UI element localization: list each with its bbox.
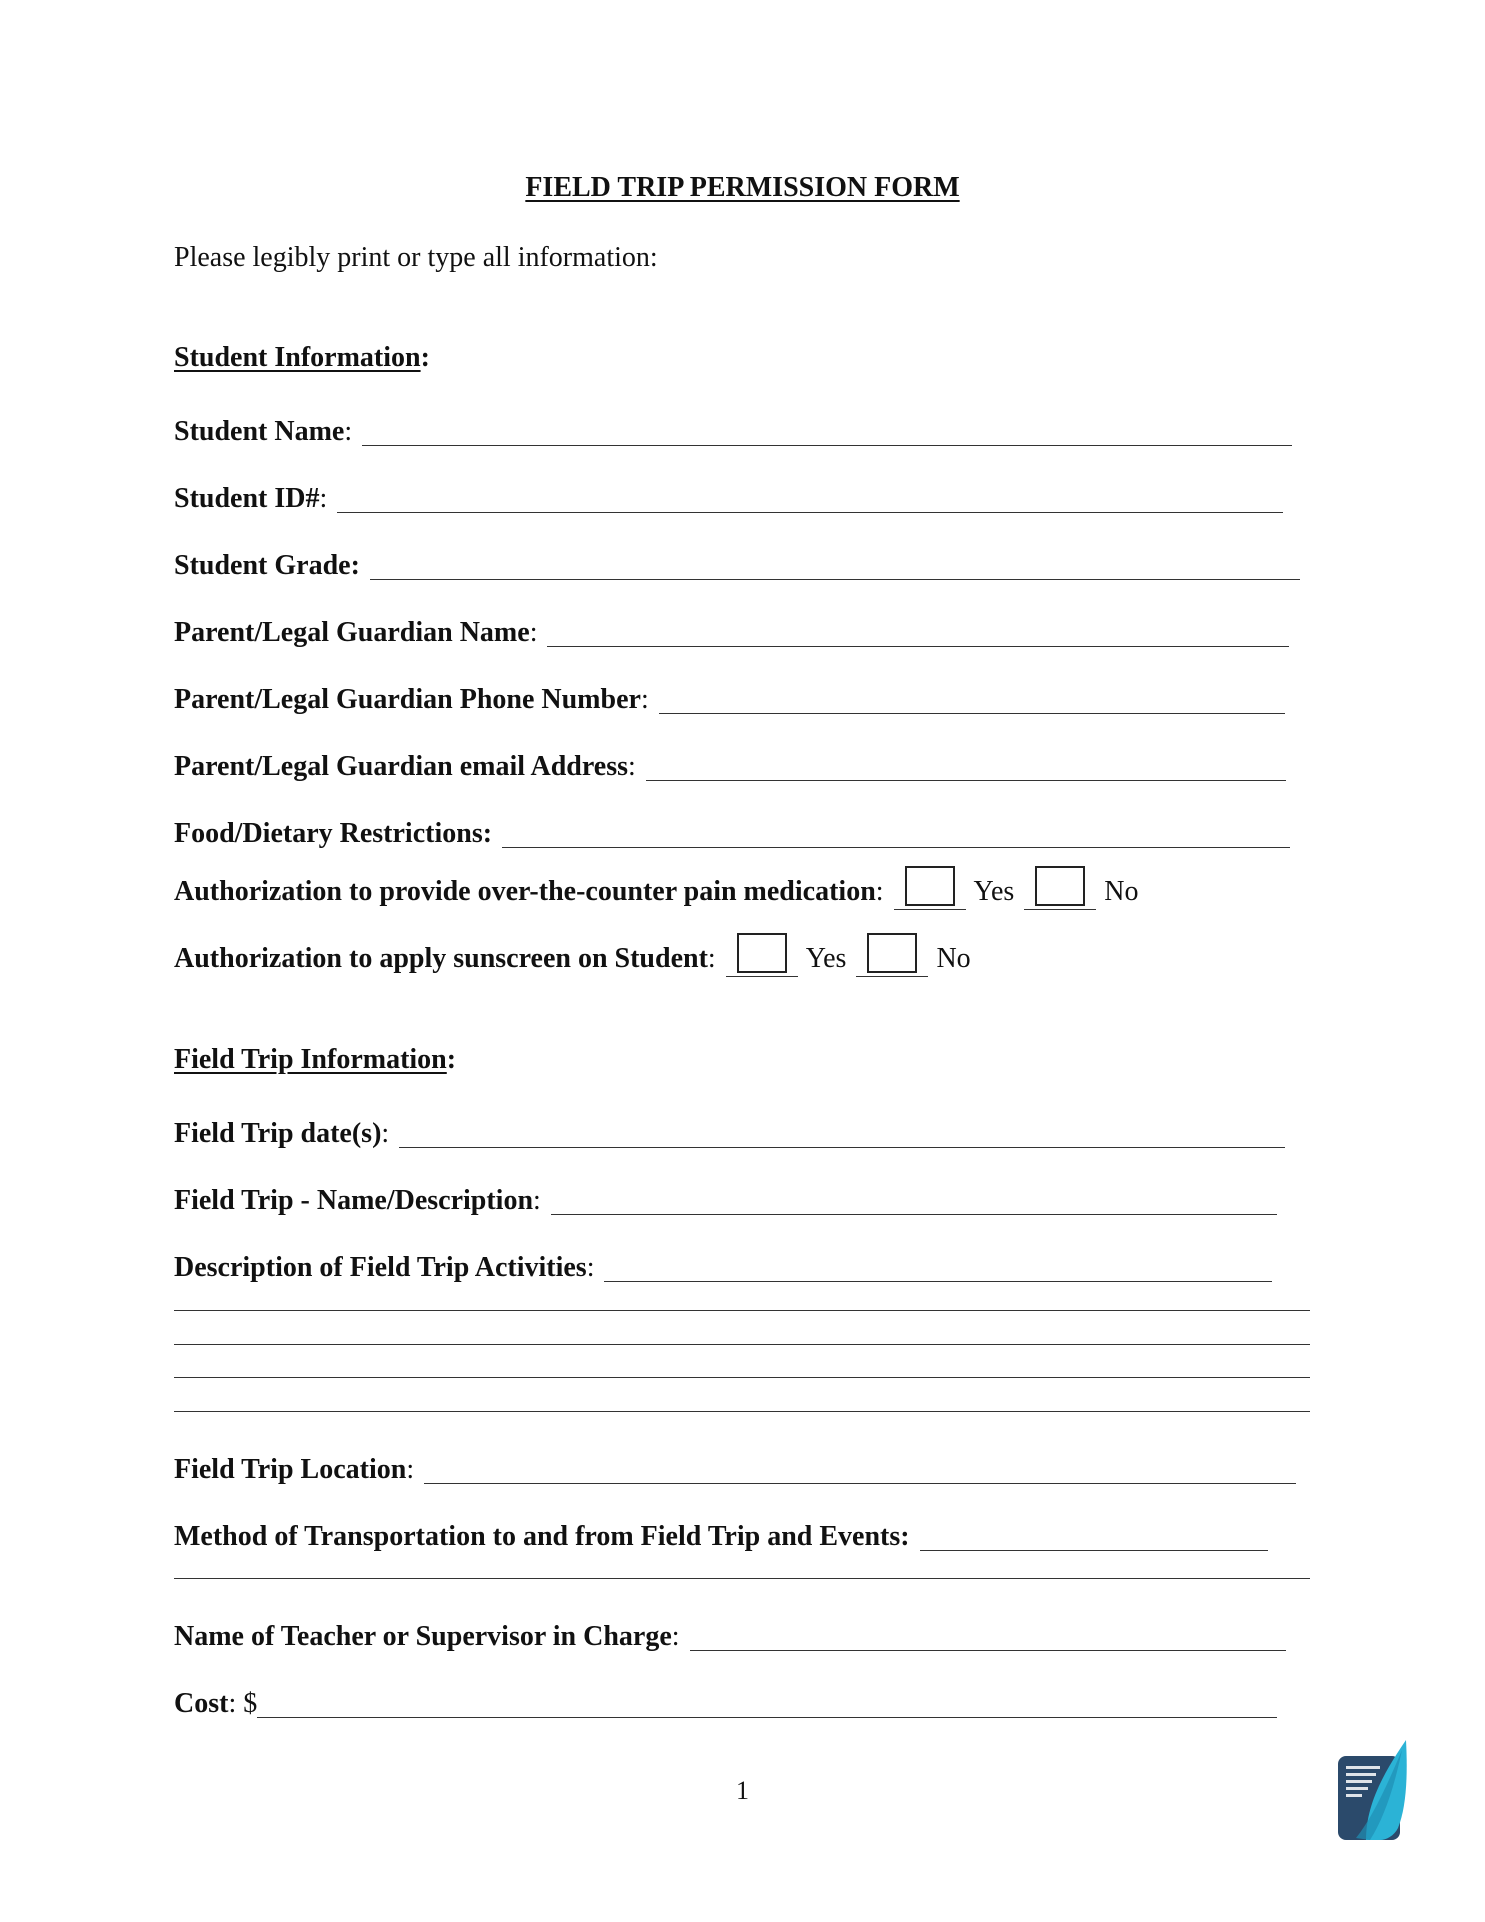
guardian-name-input[interactable] — [547, 618, 1289, 647]
trip-activities-input[interactable] — [604, 1253, 1272, 1282]
student-section-heading: Student Information: — [174, 342, 430, 373]
trip-location-field[interactable]: Field Trip Location : — [174, 1446, 1296, 1486]
trip-location-input[interactable] — [424, 1455, 1296, 1484]
guardian-email-input[interactable] — [646, 752, 1286, 781]
pain-medication-authorization: Authorization to provide over-the-counter pain medication : Yes No — [174, 862, 1149, 910]
dietary-restrictions-input[interactable] — [502, 819, 1290, 848]
activities-extra-line[interactable] — [174, 1344, 1310, 1345]
student-grade-field[interactable]: Student Grade: — [174, 542, 1300, 582]
pain-medication-yes-checkbox[interactable] — [905, 866, 955, 906]
cost-field[interactable]: Cost : $ — [174, 1680, 1277, 1720]
transportation-extra-line[interactable] — [174, 1578, 1310, 1579]
sunscreen-yes-checkbox[interactable] — [737, 933, 787, 973]
trip-dates-input[interactable] — [399, 1119, 1285, 1148]
guardian-email-field[interactable]: Parent/Legal Guardian email Address : — [174, 743, 1286, 783]
supervisor-input[interactable] — [690, 1622, 1286, 1651]
student-id-field[interactable]: Student ID# : — [174, 475, 1283, 515]
student-id-input[interactable] — [337, 484, 1283, 513]
transportation-input[interactable] — [920, 1522, 1268, 1551]
document-leaf-icon — [1336, 1738, 1408, 1842]
trip-name-input[interactable] — [551, 1186, 1277, 1215]
trip-name-field[interactable]: Field Trip - Name/Description : — [174, 1177, 1277, 1217]
trip-section-heading: Field Trip Information: — [174, 1044, 457, 1075]
trip-activities-field[interactable]: Description of Field Trip Activities : — [174, 1244, 1272, 1284]
guardian-phone-input[interactable] — [659, 685, 1285, 714]
form-title: FIELD TRIP PERMISSION FORM — [525, 172, 960, 203]
pain-medication-no-checkbox[interactable] — [1035, 866, 1085, 906]
transportation-field[interactable]: Method of Transportation to and from Field Trip and Events: — [174, 1513, 1268, 1553]
student-name-input[interactable] — [362, 417, 1292, 446]
guardian-name-field[interactable]: Parent/Legal Guardian Name : — [174, 609, 1289, 649]
dietary-restrictions-field[interactable]: Food/Dietary Restrictions: — [174, 810, 1290, 850]
student-grade-input[interactable] — [370, 551, 1300, 580]
sunscreen-no-checkbox[interactable] — [867, 933, 917, 973]
activities-extra-line[interactable] — [174, 1310, 1310, 1311]
cost-input[interactable] — [257, 1689, 1277, 1718]
activities-extra-line[interactable] — [174, 1411, 1310, 1412]
guardian-phone-field[interactable]: Parent/Legal Guardian Phone Number : — [174, 676, 1285, 716]
intro-text: Please legibly print or type all information: — [174, 242, 658, 273]
sunscreen-authorization: Authorization to apply sunscreen on Student : Yes No — [174, 929, 981, 977]
trip-dates-field[interactable]: Field Trip date(s) : — [174, 1110, 1285, 1150]
page-number: 1 — [736, 1776, 749, 1805]
student-name-field[interactable]: Student Name : — [174, 408, 1292, 448]
activities-extra-line[interactable] — [174, 1377, 1310, 1378]
supervisor-field[interactable]: Name of Teacher or Supervisor in Charge : — [174, 1613, 1286, 1653]
